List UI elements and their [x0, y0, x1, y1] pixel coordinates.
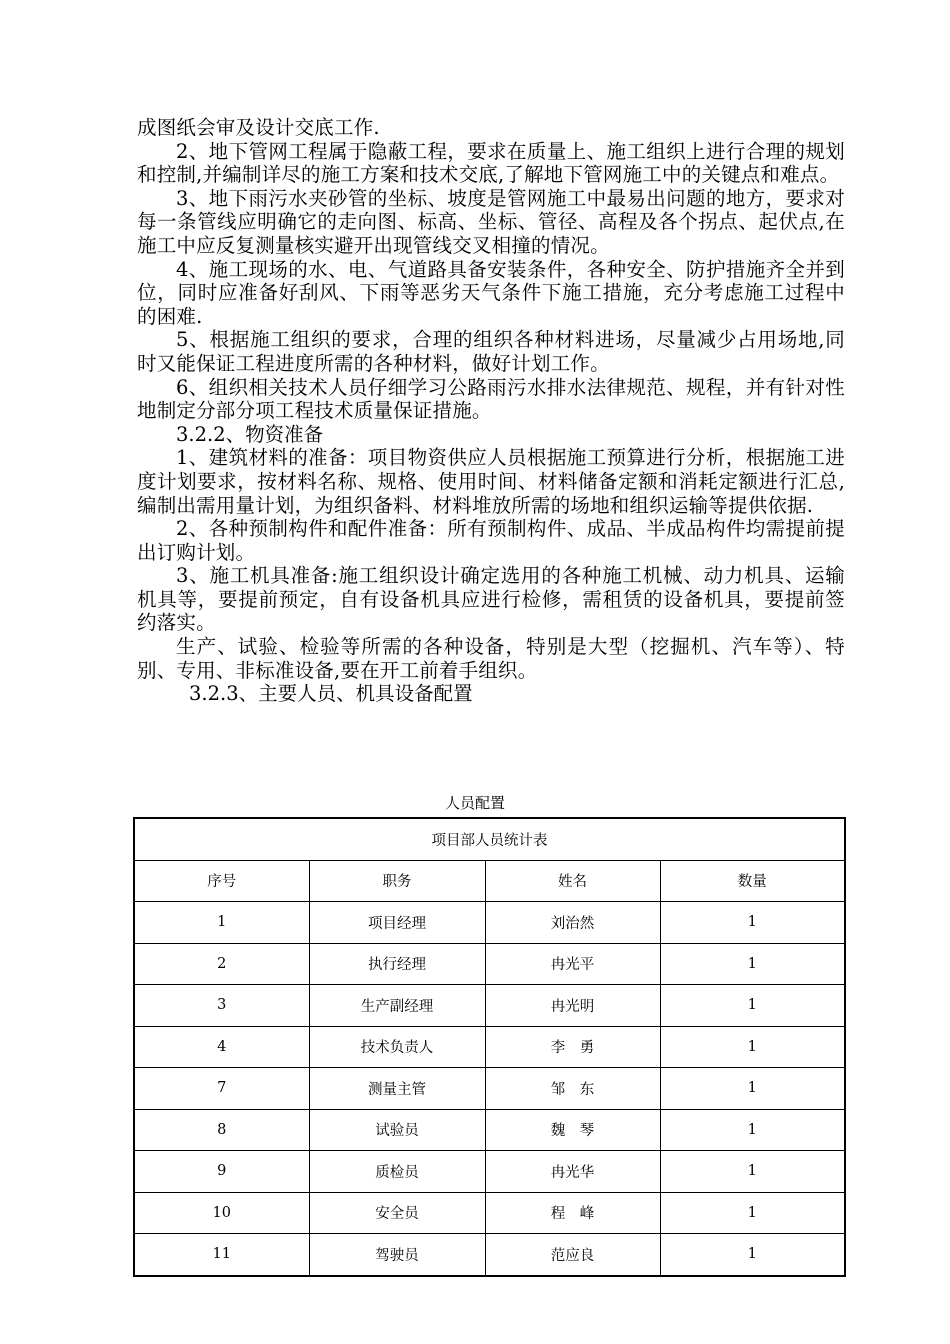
cell-index: 8 — [134, 1109, 309, 1151]
table-title: 项目部人员统计表 — [134, 818, 845, 860]
cell-count: 1 — [660, 985, 845, 1027]
cell-name: 李 勇 — [485, 1026, 660, 1068]
column-header: 姓名 — [485, 860, 660, 902]
body-text — [137, 116, 845, 706]
cell-index: 11 — [134, 1234, 309, 1276]
paragraph: 2、各种预制构件和配件准备：所有预制构件、成品、半成品构件均需提前提出订购计划。 — [137, 517, 845, 564]
cell-count: 1 — [660, 1068, 845, 1110]
cell-position: 试验员 — [309, 1109, 485, 1151]
cell-count: 1 — [660, 1151, 845, 1193]
cell-count: 1 — [660, 902, 845, 944]
cell-name: 冉光平 — [485, 943, 660, 985]
cell-name: 冉光明 — [485, 985, 660, 1027]
column-header: 序号 — [134, 860, 309, 902]
table-row — [134, 943, 845, 985]
cell-name: 刘治然 — [485, 902, 660, 944]
cell-position: 质检员 — [309, 1151, 485, 1193]
cell-index: 2 — [134, 943, 309, 985]
cell-position: 测量主管 — [309, 1068, 485, 1110]
cell-name: 邹 东 — [485, 1068, 660, 1110]
section-heading: 3.2.2、物资准备 — [176, 422, 324, 446]
cell-position: 执行经理 — [309, 943, 485, 985]
cell-count: 1 — [660, 1109, 845, 1151]
table-title-row — [134, 818, 845, 860]
column-header: 数量 — [660, 860, 845, 902]
table-row — [134, 1234, 845, 1276]
cell-position: 驾驶员 — [309, 1234, 485, 1276]
paragraph: 生产、试验、检验等所需的各种设备，特别是大型（挖掘机、汽车等）、特别、专用、非标准设备,要在开工前着手组织。 — [137, 635, 845, 682]
table-row — [134, 1192, 845, 1234]
cell-index: 7 — [134, 1068, 309, 1110]
cell-count: 1 — [660, 1026, 845, 1068]
cell-count: 1 — [660, 943, 845, 985]
paragraph: 6、组织相关技术人员仔细学习公路雨污水排水法律规范、规程，并有针对性地制定分部分项工程技术质量保证措施。 — [137, 375, 845, 423]
cell-index: 3 — [134, 985, 309, 1027]
table-row — [134, 1068, 845, 1110]
cell-position: 安全员 — [309, 1192, 485, 1234]
paragraph: 1、建筑材料的准备：项目物资供应人员根据施工预算进行分析，根据施工进度计划要求，按材料名称、规格、使用时间、材料储备定额和消耗定额进行汇总,编制出需用量计划，为组织备料、材料堆放所需的场地和组织运输等提供依据. — [137, 446, 845, 517]
cell-position: 技术负责人 — [309, 1026, 485, 1068]
table-row — [134, 902, 845, 944]
cell-name: 魏 琴 — [485, 1109, 660, 1151]
cell-index: 1 — [134, 902, 309, 944]
table-row — [134, 1026, 845, 1068]
paragraph: 5、根据施工组织的要求，合理的组织各种材料进场，尽量减少占用场地,同时又能保证工程进度所需的各种材料，做好计划工作。 — [137, 328, 845, 375]
paragraph: 3、施工机具准备:施工组织设计确定选用的各种施工机械、动力机具、运输机具等，要提前预定，自有设备机具应进行检修，需租赁的设备机具，要提前签约落实。 — [137, 564, 845, 635]
cell-position: 生产副经理 — [309, 985, 485, 1027]
table-row — [134, 1151, 845, 1193]
paragraph: 成图纸会审及设计交底工作. — [137, 116, 380, 139]
column-header: 职务 — [309, 860, 485, 902]
cell-name: 范应良 — [485, 1234, 660, 1276]
staff-table — [133, 817, 846, 1277]
cell-index: 10 — [134, 1192, 309, 1234]
paragraph: 3、地下雨污水夹砂管的坐标、坡度是管网施工中最易出问题的地方，要求对每一条管线应明确它的走向图、标高、坐标、管径、高程及各个拐点、起伏点,在施工中应反复测量核实避开出现管线交叉相撞的情况。 — [137, 186, 845, 257]
table-caption: 人员配置 — [444, 794, 505, 812]
cell-index: 4 — [134, 1026, 309, 1068]
cell-name: 程 峰 — [485, 1192, 660, 1234]
table-header-row — [134, 860, 845, 902]
table-row — [134, 1109, 845, 1151]
cell-count: 1 — [660, 1192, 845, 1234]
cell-count: 1 — [660, 1234, 845, 1276]
table-row — [134, 985, 845, 1027]
paragraph: 2、地下管网工程属于隐蔽工程，要求在质量上、施工组织上进行合理的规划和控制,并编制详尽的施工方案和技术交底,了解地下管网施工中的关键点和难点。 — [137, 139, 845, 187]
cell-position: 项目经理 — [309, 902, 485, 944]
cell-index: 9 — [134, 1151, 309, 1193]
paragraph: 4、施工现场的水、电、气道路具备安装条件，各种安全、防护措施齐全并到位，同时应准备好刮风、下雨等恶劣天气条件下施工措施，充分考虑施工过程中的困难. — [137, 257, 845, 328]
section-heading: 3.2.3、主要人员、机具设备配置 — [189, 682, 473, 706]
cell-name: 冉光华 — [485, 1151, 660, 1193]
